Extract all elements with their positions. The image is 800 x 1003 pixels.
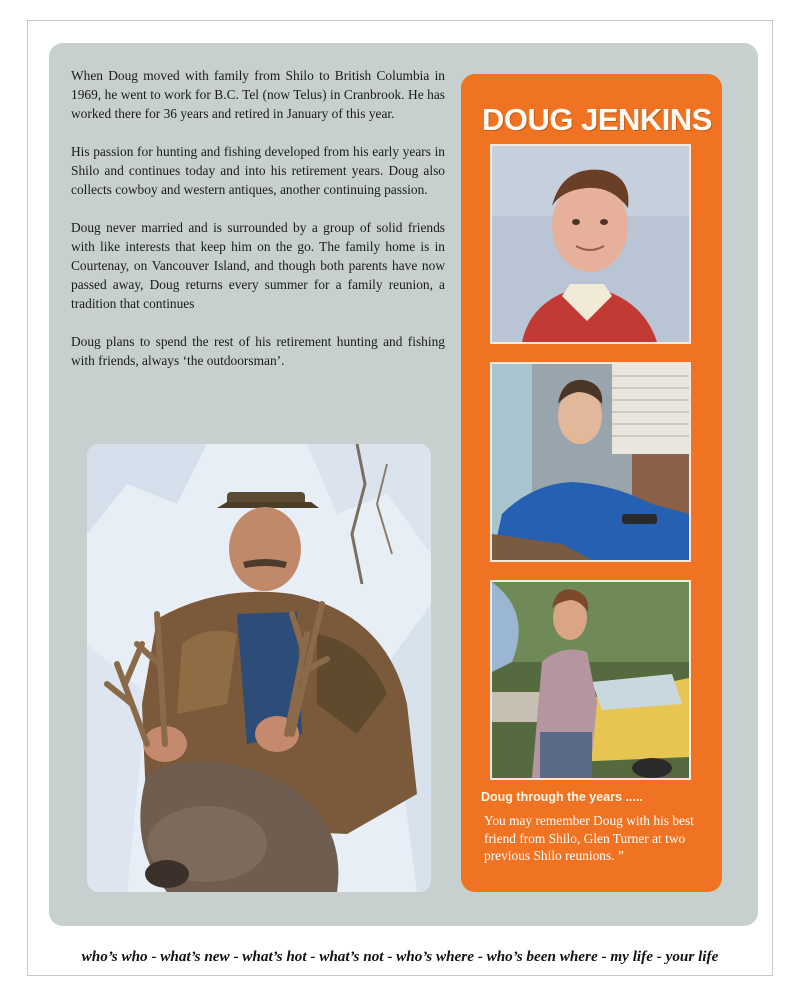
article-paragraph: Doug never married and is surrounded by a group of solid friends with like interests that keep him on the go. The family home is in Courtenay, on Vancouver Island, and though both parents have now passed away, Doug returns every summer for a family reunion, a tradition that continues <box>71 220 445 311</box>
footer-tagline: who’s who - what’s new - what’s hot - what’s not - who’s where - who’s been where - my life - your life <box>81 948 719 965</box>
young-adult-photo <box>490 580 691 780</box>
hunting-trophy-photo <box>87 444 431 892</box>
profile-name-title: DOUG JENKINS <box>482 102 712 137</box>
childhood-photo <box>490 144 691 344</box>
article-text <box>71 66 445 389</box>
article-paragraph: When Doug moved with family from Shilo to British Columbia in 1969, he went to work for B.C. Tel (now Telus) in Cranbrook. He has worked there for 36 years and retired in January of this year. <box>71 68 445 121</box>
teenage-photo <box>490 362 691 562</box>
photo-caption: Doug through the years ..... <box>481 790 643 804</box>
reunion-note: You may remember Doug with his best friend from Shilo, Glen Turner at two previous Shilo reunions. ” <box>484 813 694 863</box>
article-paragraph: Doug plans to spend the rest of his retirement hunting and fishing with friends, always ‘the outdoorsman’. <box>71 334 445 368</box>
article-paragraph: His passion for hunting and fishing developed from his early years in Shilo and continues today and into his retirement years. Doug also collects cowboy and western antiques, another continuing passion. <box>71 144 445 197</box>
